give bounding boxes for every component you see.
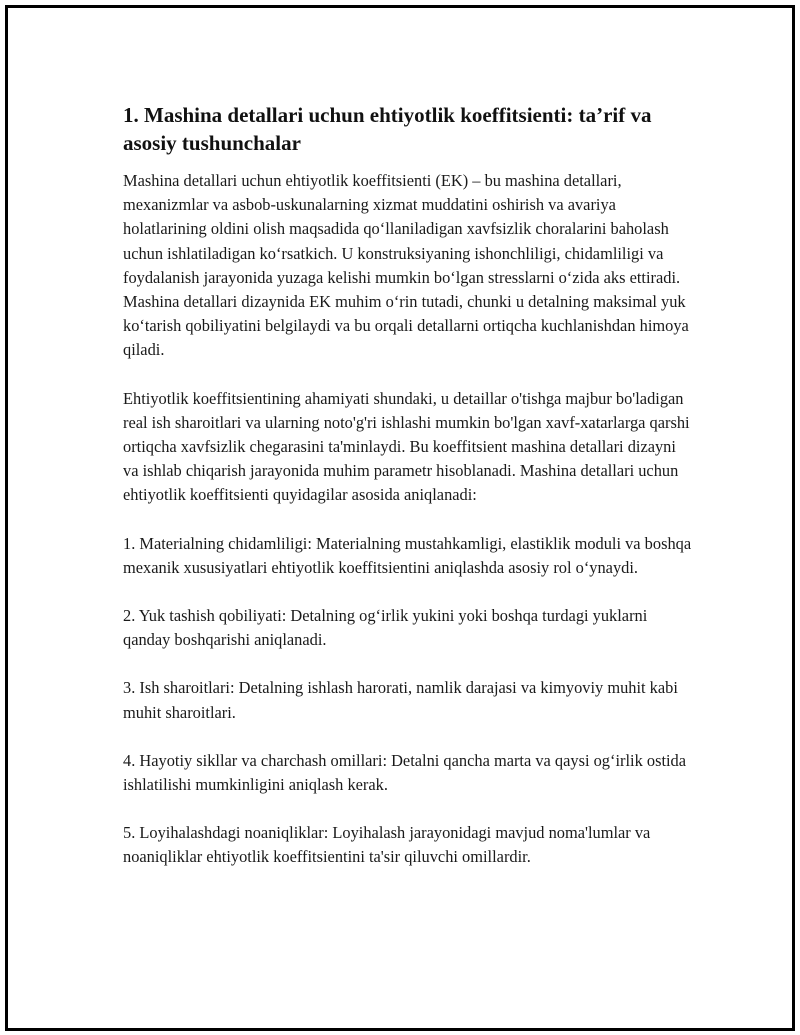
list-item-life-cycles: 4. Hayotiy sikllar va charchash omillari: Detalni qancha marta va qaysi og‘irlik ostida ishlatilishi mumkinligini aniqlash kerak. bbox=[123, 750, 687, 795]
list-item-working-conditions: 3. Ish sharoitlari: Detalning ishlash harorati, namlik darajasi va kimyoviy muhit kabi muhit sharoitlari. bbox=[123, 678, 678, 722]
list-item-material: 1. Materialning chidamliligi: Materialning mustahkamligi, elastiklik moduli va boshqa mexanik xususiyatlari ehtiyotlik koeffitsientini aniqlashda asosiy rol o‘ynaydi. bbox=[123, 533, 692, 577]
list-item-load-capacity: 2. Yuk tashish qobiliyati: Detalning og‘irlik yukini yoki boshqa turdagi yuklarni qanday boshqarishi aniqlanadi. bbox=[123, 606, 648, 650]
document-body bbox=[123, 101, 693, 894]
paragraph-importance: Ehtiyotlik koeffitsientining ahamiyati shundaki, u detaillar o'tishga majbur bo'ladigan real ish sharoitlari va ularning noto'g'ri ishlashi mumkin bo'lgan xavf-xatarlarga qarshi ortiqcha xavfsizlik chegarasini ta'minlaydi. Bu koeffitsient mashina detallari dizayni va ishlab chiqarish jarayonida muhim parametr hisoblanadi. Mashina detallari uchun ehtiyotlik koeffitsienti quyidagilar asosida aniqlanadi: bbox=[123, 388, 690, 505]
section-title: 1. Mashina detallari uchun ehtiyotlik koeffitsienti: ta’rif va asosiy tushunchalar bbox=[123, 103, 652, 155]
page-frame bbox=[5, 5, 795, 1031]
paragraph-definition: Mashina detallari uchun ehtiyotlik koeffitsienti (EK) – bu mashina detallari, mexanizmlar va asbob-uskunalarning xizmat muddatini oshirish va avariya holatlarining oldini olish maqsadida qo‘llaniladigan xavfsizlik choralarini baholash uchun ishlatiladigan ko‘rsatkich. U konstruksiyaning ishonchliligi, chidamliligi va foydalanish jarayonida yuzaga kelishi mumkin bo‘lgan stresslarni o‘zida aks ettiradi. Mashina detallari dizaynida EK muhim o‘rin tutadi, chunki u detalning maksimal yuk ko‘tarish qobiliyatini belgilaydi va bu orqali detallarni ortiqcha kuchlanishdan himoya qiladi. bbox=[123, 171, 689, 360]
list-item-design-uncertainties: 5. Loyihalashdagi noaniqliklar: Loyihalash jarayonidagi mavjud noma'lumlar va noaniqliklar ehtiyotlik koeffitsientini ta'sir qiluvchi omillardir. bbox=[123, 823, 651, 867]
